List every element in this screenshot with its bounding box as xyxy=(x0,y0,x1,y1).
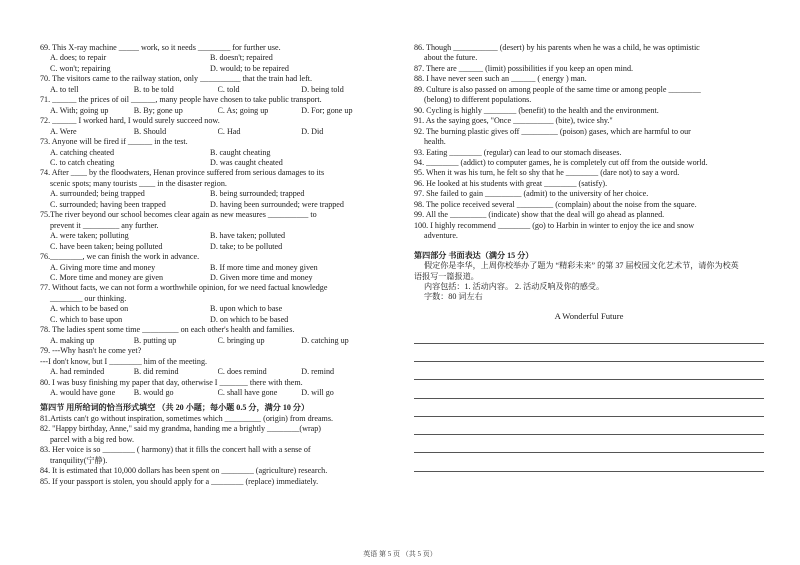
options-70 xyxy=(40,85,385,95)
option-c: C. told xyxy=(217,84,240,94)
section-4-title: 第四节 用所给词的恰当形式填空 （共 20 小题；每小题 0.5 分，满分 10 分） xyxy=(40,403,310,413)
question-79-answer: ---I don't know, but I ________ him of the meeting. xyxy=(40,356,208,366)
essay-title: A Wonderful Future xyxy=(554,310,624,321)
option-c: C. bringing up xyxy=(217,335,265,345)
question-69: 69. This X-ray machine _____ work, so it needs ________ for further use. xyxy=(40,43,281,52)
option-d: D. on which to be based xyxy=(210,314,289,324)
question-75: 75.The river beyond our school becomes clear again as new measures __________ to xyxy=(40,210,317,220)
options-75 xyxy=(40,231,385,241)
option-a: A. catching cheated xyxy=(50,147,115,157)
options-77b xyxy=(40,315,385,325)
option-d: D. Given more time and money xyxy=(210,272,313,282)
options-73b xyxy=(40,158,385,168)
question-93: 93. Eating ________ (regular) can lead to our stomach diseases. xyxy=(414,147,622,157)
options-76 xyxy=(40,263,385,273)
question-97: 97. She failed to gain _________ (admit) to the university of her choice. xyxy=(414,189,649,199)
question-83-cont: tranquility(宁静). xyxy=(50,455,108,465)
option-a: A. which to be based on xyxy=(50,304,129,314)
question-90: 90. Cycling is highly ________ (benefit) to the health and the environment. xyxy=(414,105,659,115)
option-a: A. making up xyxy=(50,335,95,345)
question-100: 100. I highly recommend ________ (go) to Harbin in winter to enjoy the ice and snow xyxy=(414,220,695,230)
options-69 xyxy=(40,53,385,63)
question-76: 76.________, we can finish the work in advance. xyxy=(40,252,200,262)
option-b: B. putting up xyxy=(133,335,177,345)
left-column xyxy=(40,43,385,487)
writing-line[interactable] xyxy=(414,325,764,343)
page-footer: 英语 第 5 页 （共 5 页） xyxy=(363,550,437,558)
option-a: A. had reminded xyxy=(50,367,105,377)
option-d: D. having been surrounded; were trapped xyxy=(210,199,344,209)
option-d: D. will go xyxy=(301,387,334,397)
question-86-cont: about the future. xyxy=(424,53,478,63)
question-89: 89. Culture is also passed on among people of the same time or among people ________ xyxy=(414,84,701,94)
option-b: B. By; gone up xyxy=(133,105,183,115)
option-b: B. did remind xyxy=(133,367,179,377)
options-76b xyxy=(40,273,385,283)
question-91: 91. As the saying goes, "Once __________ (bite), twice shy." xyxy=(414,116,613,126)
option-b: B. Should xyxy=(133,126,167,136)
options-74b xyxy=(40,200,385,210)
options-73 xyxy=(40,148,385,158)
options-75b xyxy=(40,242,385,252)
question-83: 83. Her voice is so ________ ( harmony) that it fills the concert hall with a sense of xyxy=(40,445,311,455)
options-78 xyxy=(40,336,385,346)
right-column xyxy=(414,43,764,472)
option-c: C. have been taken; being polluted xyxy=(50,241,163,251)
question-79: 79. ---Why hasn't he come yet? xyxy=(40,346,142,356)
question-74: 74. After ____ by the floodwaters, Henan province suffered from serious damages to its xyxy=(40,168,325,178)
question-81: 81.Artists can't go without inspiration, sometimes which _________ (origin) from dreams. xyxy=(40,413,334,423)
question-89-cont: (belong) to different populations. xyxy=(424,95,532,105)
question-98: 98. The police received several _________ (complain) about the noise from the square. xyxy=(414,199,697,209)
option-c: C. Had xyxy=(217,126,241,136)
option-d: D. would; to be repaired xyxy=(210,63,289,73)
writing-line[interactable] xyxy=(414,362,764,380)
option-d: D. take; to be polluted xyxy=(210,241,283,251)
question-70: 70. The visitors came to the railway station, only __________ that the train had left. xyxy=(40,74,313,84)
option-c: C. shall have gone xyxy=(217,387,278,397)
option-b: B. to be told xyxy=(133,84,174,94)
question-75-cont: prevent it _________ any further. xyxy=(50,220,159,230)
option-d: D. remind xyxy=(301,367,335,377)
writing-prompt-cont: 语报写一篇报道。 xyxy=(414,271,479,281)
option-a: A. Were xyxy=(50,126,77,136)
options-72 xyxy=(40,127,385,137)
options-77 xyxy=(40,304,385,314)
question-86: 86. Though ___________ (desert) by his parents when he was a child, he was optimistic xyxy=(414,43,700,52)
question-92-cont: health. xyxy=(424,137,446,147)
question-87: 87. There are ______ (limit) possibilities if you keep an open mind. xyxy=(414,63,634,73)
options-71 xyxy=(40,106,385,116)
option-a: A. would have gone xyxy=(50,387,116,397)
option-b: B. caught cheating xyxy=(210,147,271,157)
writing-line[interactable] xyxy=(414,417,764,435)
option-a: A. were taken; polluting xyxy=(50,231,129,241)
question-95: 95. When it was his turn, he felt so shy that he ________ (dare not) to say a word. xyxy=(414,168,680,178)
question-77: 77. Without facts, we can not form a worthwhile opinion, for we need factual knowledge xyxy=(40,283,328,293)
option-c: C. which to base upon xyxy=(50,314,123,324)
options-69b xyxy=(40,64,385,74)
option-a: A. Giving more time and money xyxy=(50,262,156,272)
question-74-cont: scenic spots; many tourists ____ in the disaster region. xyxy=(50,178,227,188)
option-b: B. would go xyxy=(133,387,174,397)
writing-line[interactable] xyxy=(414,435,764,453)
question-84: 84. It is estimated that 10,000 dollars has been spent on ________ (agriculture) research. xyxy=(40,466,328,476)
options-74 xyxy=(40,189,385,199)
question-99: 99. All the _________ (indicate) show that the deal will go ahead as planned. xyxy=(414,210,665,220)
option-d: D. was caught cheated xyxy=(210,157,283,167)
option-a: A. With; going up xyxy=(50,105,109,115)
option-b: B. upon which to base xyxy=(210,304,283,314)
question-72: 72. ______ I worked hard, I would surely succeed now. xyxy=(40,116,220,126)
question-80: 80. I was busy finishing my paper that day, otherwise I _______ there with them. xyxy=(40,377,303,387)
option-c: C. As; going up xyxy=(217,105,269,115)
option-c: C. to catch cheating xyxy=(50,157,115,167)
option-c: C. won't; repairing xyxy=(50,63,111,73)
writing-lines xyxy=(414,325,764,471)
question-73: 73. Anyone will be fired if ______ in the test. xyxy=(40,137,188,147)
writing-line[interactable] xyxy=(414,380,764,398)
option-c: C. surrounded; having been trapped xyxy=(50,199,166,209)
option-a: A. does; to repair xyxy=(50,53,107,63)
writing-line[interactable] xyxy=(414,453,764,471)
question-77-cont: ________ our thinking. xyxy=(50,293,127,303)
part-4-title: 第四部分 书面表达（满分 15 分） xyxy=(414,250,534,260)
writing-line[interactable] xyxy=(414,344,764,362)
option-b: B. doesn't; repaired xyxy=(210,53,273,63)
question-94: 94. ________ (addict) to computer games, he is completely cut off from the outside world. xyxy=(414,157,708,167)
option-c: C. does remind xyxy=(217,367,267,377)
question-78: 78. The ladies spent some time _________ on each other's health and families. xyxy=(40,325,295,335)
question-88: 88. I have never seen such an ______ ( energy ) man. xyxy=(414,74,587,84)
writing-line[interactable] xyxy=(414,399,764,417)
question-92: 92. The burning plastic gives off _________ (poison) gases, which are harmful to our xyxy=(414,126,691,136)
options-80 xyxy=(40,388,385,398)
option-a: A. to tell xyxy=(50,84,79,94)
option-b: B. being surrounded; trapped xyxy=(210,189,305,199)
writing-word-count: 字数：80 词左右 xyxy=(424,292,483,302)
question-85: 85. If your passport is stolen, you should apply for a ________ (replace) immediately. xyxy=(40,476,319,486)
option-d: D. being told xyxy=(301,84,344,94)
question-96: 96. He looked at his students with great ________ (satisfy). xyxy=(414,178,608,188)
question-71: 71. ______ the prices of oil ______, many people have chosen to take public transport. xyxy=(40,95,322,105)
option-d: D. For; gone up xyxy=(301,105,353,115)
option-a: A. surrounded; being trapped xyxy=(50,189,145,199)
question-100-cont: adventure. xyxy=(424,231,458,241)
option-b: B. have taken; polluted xyxy=(210,231,286,241)
question-82: 82. "Happy birthday, Anne," said my grandma, handing me a brightly ________(wrap) xyxy=(40,424,321,434)
writing-content-requirements: 内容包括：1. 活动内容。 2. 活动反响及你的感受。 xyxy=(424,281,605,291)
option-b: B. If more time and money given xyxy=(210,262,318,272)
options-79 xyxy=(40,367,385,377)
option-c: C. More time and money are given xyxy=(50,272,164,282)
option-d: D. catching up xyxy=(301,335,349,345)
option-d: D. Did xyxy=(301,126,324,136)
writing-prompt: 假定你是李华，上周你校举办了题为 “精彩未来” 的第 37 届校园文化艺术节，请你为校英 xyxy=(424,261,739,271)
question-82-cont: parcel with a big red bow. xyxy=(50,434,134,444)
